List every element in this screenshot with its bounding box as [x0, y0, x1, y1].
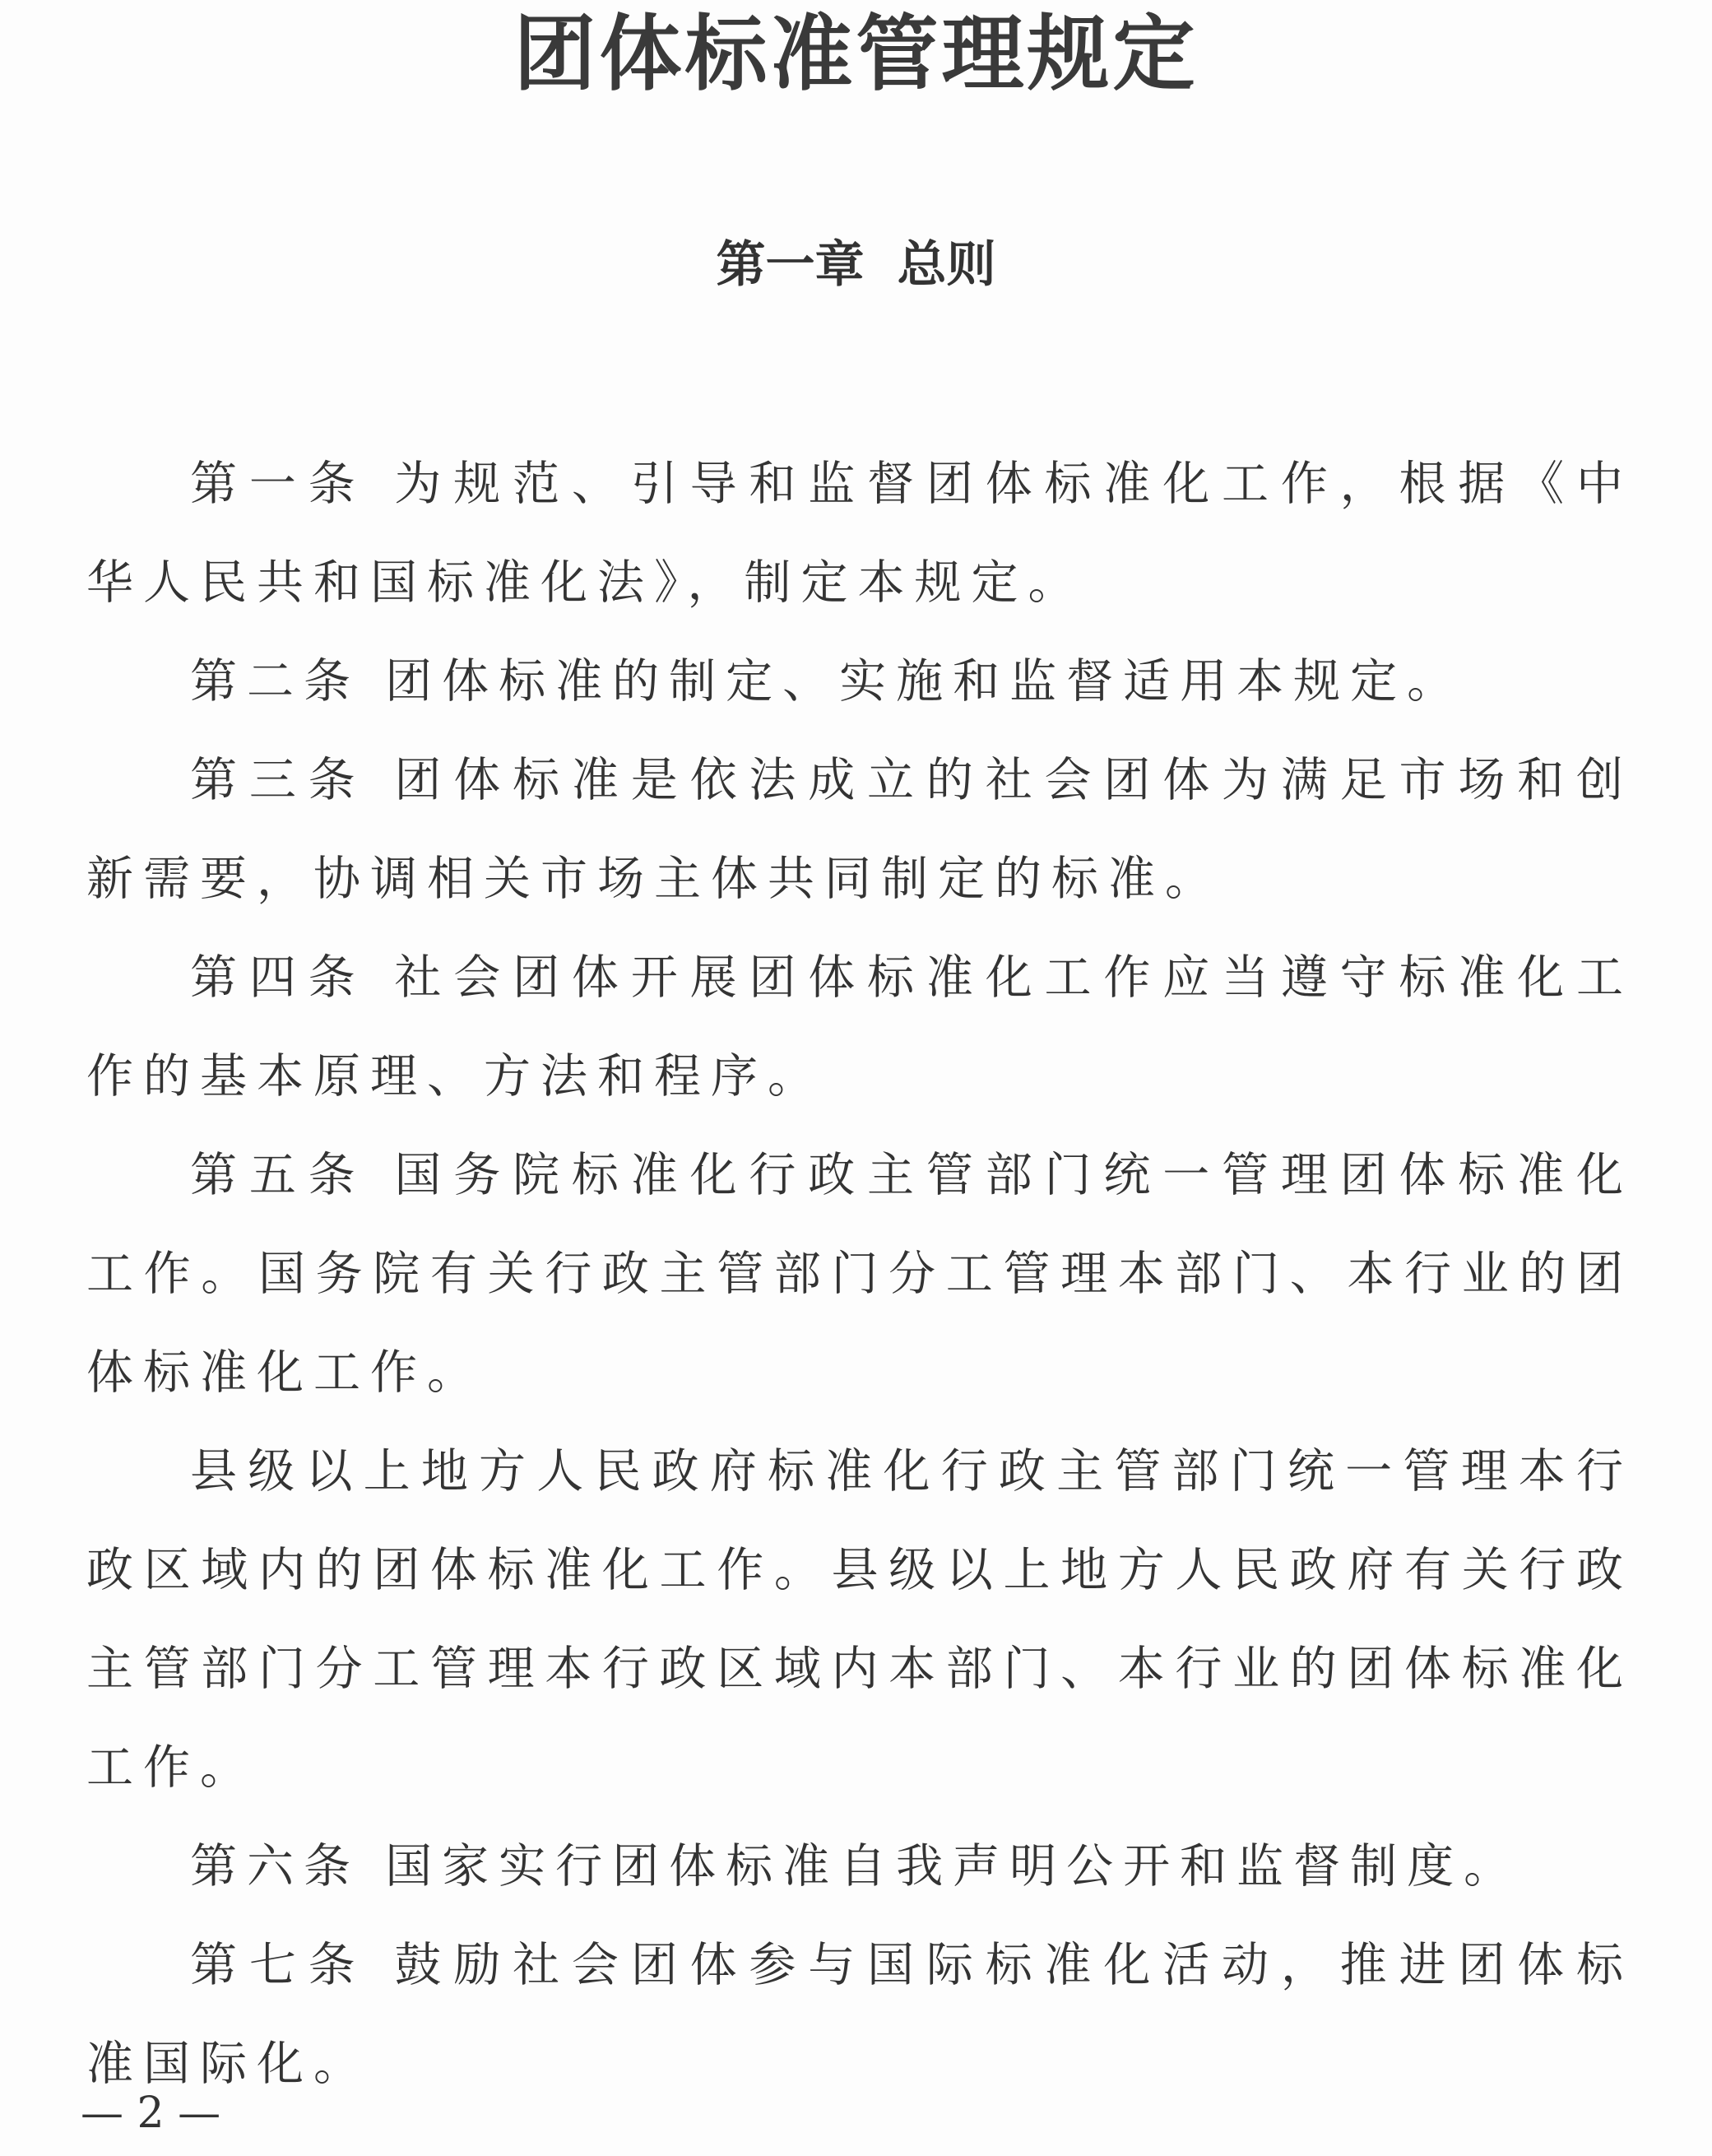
- article-5: 第五条 国务院标准化行政主管部门统一管理团体标准化工作。国务院有关行政主管部门分工管理本部门、本行业的团体标准化工作。: [86, 1148, 1633, 1400]
- document-body: [86, 434, 1633, 2113]
- article-3: 第三条 团体标准是依法成立的社会团体为满足市场和创新需要，协调相关市场主体共同制定的标准。: [86, 753, 1633, 906]
- article-5-paragraph-2: 县级以上地方人民政府标准化行政主管部门统一管理本行政区域内的团体标准化工作。县级以上地方人民政府有关行政主管部门分工管理本行政区域内本部门、本行业的团体标准化工作。: [86, 1444, 1633, 1795]
- page-number: — 2 —: [81, 2089, 221, 2138]
- article-4: 第四条 社会团体开展团体标准化工作应当遵守标准化工作的基本原理、方法和程序。: [86, 950, 1633, 1104]
- chapter-heading: [0, 232, 1712, 298]
- document-title: 团体标准管理规定: [513, 6, 1199, 102]
- article-2: 第二条 团体标准的制定、实施和监督适用本规定。: [190, 654, 1464, 709]
- article-1: 第一条 为规范、引导和监督团体标准化工作，根据《中华人民共和国标准化法》，制定本规定。: [86, 457, 1633, 610]
- article-6: 第六条 国家实行团体标准自我声明公开和监督制度。: [190, 1839, 1521, 1893]
- chapter-number: 第一章: [716, 236, 865, 294]
- article-7: 第七条 鼓励社会团体参与国际标准化活动，推进团体标准国际化。: [86, 1938, 1633, 2091]
- chapter-name: 总则: [897, 236, 996, 294]
